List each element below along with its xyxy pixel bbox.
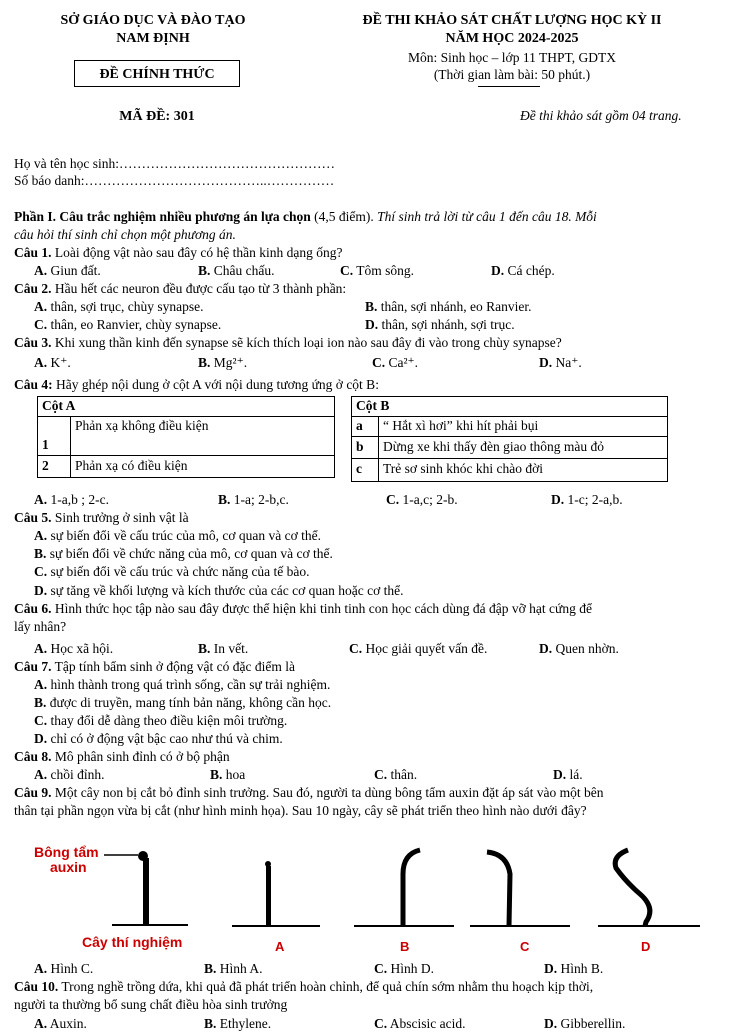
- option-text: Abscisic acid.: [387, 1016, 466, 1031]
- question-5: Câu 5. Sinh trưởng ở sinh vật là: [14, 510, 189, 525]
- option-letter: B.: [198, 355, 211, 370]
- option-1c[interactable]: [340, 263, 414, 280]
- option-letter: C.: [34, 713, 48, 728]
- option-letter: A.: [34, 1016, 48, 1031]
- option-6d[interactable]: [539, 641, 619, 658]
- experiment-plant-label: Cây thí nghiệm: [82, 934, 183, 950]
- option-text: thân, sợi nhánh, sợi trục.: [378, 317, 515, 332]
- option-text: thân, eo Ranvier, chùy synapse.: [47, 317, 222, 332]
- option-text: Hình D.: [387, 961, 434, 976]
- question-10: Câu 10. Trong nghề trồng dứa, khi quả đã phát triển hoàn chỉnh, để quả chín sớm nhằm thu hoạch kịp thời,: [14, 979, 594, 994]
- option-letter: D.: [491, 263, 505, 278]
- label-a: A: [275, 939, 285, 954]
- auxin-experiment-figure: [0, 830, 738, 960]
- option-letter: D.: [539, 641, 553, 656]
- option-1d[interactable]: [491, 263, 555, 280]
- option-letter: A.: [34, 961, 48, 976]
- option-4d[interactable]: [551, 492, 623, 509]
- plant-c: [470, 852, 570, 926]
- option-3c[interactable]: [372, 355, 418, 372]
- question-3: Câu 3. Khi xung thần kinh đến synapse sẽ kích thích loại ion nào sau đây đi vào trong chùy synapse?: [14, 335, 562, 350]
- option-5d[interactable]: [34, 583, 404, 600]
- option-7c[interactable]: [34, 713, 287, 730]
- plant-d: [598, 850, 700, 926]
- part1-instruction-2: câu hỏi thí sinh chỉ chọn một phương án.: [14, 227, 236, 242]
- dept-name: SỞ GIÁO DỤC VÀ ĐÀO TẠO: [60, 13, 246, 28]
- option-letter: A.: [34, 528, 48, 543]
- option-letter: B.: [218, 492, 231, 507]
- option-text: Học xã hội.: [47, 641, 114, 656]
- option-text: được di truyền, mang tính bản năng, không cần học.: [46, 695, 332, 710]
- question-1: [14, 245, 342, 262]
- option-4c[interactable]: [386, 492, 458, 509]
- option-text: In vết.: [210, 641, 249, 656]
- experiment-stem: [143, 858, 149, 924]
- option-letter: B.: [198, 263, 211, 278]
- option-9b[interactable]: [204, 961, 263, 978]
- option-letter: B.: [210, 767, 223, 782]
- exam-title: ĐỀ THI KHẢO SÁT CHẤT LƯỢNG HỌC KỲ II: [362, 13, 662, 28]
- option-letter: D.: [365, 317, 379, 332]
- table-cell: 2: [38, 455, 71, 477]
- option-text: sự biến đổi về chức năng của mô, cơ quan và cơ thể.: [46, 546, 333, 561]
- option-2a[interactable]: [34, 299, 203, 316]
- option-text: Hình B.: [557, 961, 604, 976]
- option-10a[interactable]: [34, 1016, 87, 1033]
- option-9c[interactable]: [374, 961, 434, 978]
- option-10c[interactable]: [374, 1016, 465, 1033]
- option-text: Hình C.: [47, 961, 94, 976]
- option-letter: C.: [386, 492, 400, 507]
- option-text: thay đổi dễ dàng theo điều kiện môi trường.: [47, 713, 288, 728]
- option-4a[interactable]: [34, 492, 109, 509]
- option-8c[interactable]: [374, 767, 417, 784]
- option-text: Châu chấu.: [210, 263, 275, 278]
- part1-points: (4,5 điểm).: [310, 209, 374, 224]
- option-letter: D.: [34, 583, 48, 598]
- page-count-note: Đề thi khảo sát gồm 04 trang.: [520, 108, 682, 123]
- option-letter: C.: [374, 961, 388, 976]
- table-cell: Phản xạ có điều kiện: [71, 455, 335, 477]
- exam-code: MÃ ĐỀ: 301: [119, 109, 195, 124]
- option-text: Na⁺.: [552, 355, 582, 370]
- official-label: ĐỀ CHÍNH THỨC: [99, 67, 215, 82]
- part1-title: Phần I. Câu trắc nghiệm nhiều phương án lựa chọn: [14, 209, 311, 224]
- option-text: thân.: [387, 767, 418, 782]
- option-7a[interactable]: [34, 677, 330, 694]
- question-9-line-2: thân tại phần ngọn vừa bị cắt (như hình minh họa). Sau 10 ngày, cây sẽ phát triển theo hình nào dưới đây?: [14, 803, 587, 818]
- question-2: Câu 2. Hầu hết các neuron đều được cấu tạo từ 3 thành phần:: [14, 281, 347, 296]
- subject-line: Môn: Sinh học – lớp 11 THPT, GDTX: [408, 50, 616, 65]
- option-letter: A.: [34, 677, 48, 692]
- option-6c[interactable]: [349, 641, 487, 658]
- option-text: 1-a,b ; 2-c.: [47, 492, 109, 507]
- part1-heading: [14, 209, 597, 226]
- time-underline: [478, 86, 540, 87]
- option-8a[interactable]: [34, 767, 105, 784]
- option-9a[interactable]: [34, 961, 93, 978]
- option-text: Học giải quyết vấn đề.: [362, 641, 488, 656]
- option-letter: C.: [340, 263, 354, 278]
- option-8b[interactable]: [210, 767, 245, 784]
- option-3b[interactable]: [198, 355, 247, 372]
- option-letter: D.: [551, 492, 565, 507]
- option-5a[interactable]: [34, 528, 321, 545]
- option-text: Tôm sông.: [353, 263, 415, 278]
- option-5c[interactable]: [34, 564, 310, 581]
- option-text: thân, sợi nhánh, eo Ranvier.: [377, 299, 532, 314]
- option-text: Hình A.: [216, 961, 263, 976]
- option-3a[interactable]: [34, 355, 71, 372]
- option-letter: C.: [374, 767, 388, 782]
- option-text: Gibberellin.: [557, 1016, 626, 1031]
- option-text: chỉ có ở động vật bậc cao như thú và chim.: [47, 731, 283, 746]
- option-letter: C.: [374, 1016, 388, 1031]
- option-text: sự biến đổi về cấu trúc và chức năng của tế bào.: [47, 564, 310, 579]
- option-7d[interactable]: [34, 731, 283, 748]
- option-7b[interactable]: [34, 695, 331, 712]
- option-text: 1-a; 2-b,c.: [230, 492, 289, 507]
- student-name-field[interactable]: Họ và tên học sinh:…………………………………………: [14, 156, 335, 171]
- option-text: Giun đất.: [47, 263, 101, 278]
- option-2b[interactable]: [365, 299, 532, 316]
- question-8: Câu 8. Mô phân sinh đỉnh có ở bộ phận: [14, 749, 230, 764]
- option-text: Cá chép.: [504, 263, 555, 278]
- option-10d[interactable]: [544, 1016, 625, 1033]
- option-text: Quen nhờn.: [552, 641, 619, 656]
- option-letter: A.: [34, 641, 48, 656]
- option-letter: A.: [34, 299, 48, 314]
- question-10-line-2: người ta thường bổ sung chất điều hòa sinh trưởng: [14, 997, 288, 1012]
- plant-b: [354, 850, 454, 926]
- option-letter: B.: [365, 299, 378, 314]
- option-letter: D.: [34, 731, 48, 746]
- option-text: 1-a,c; 2-b.: [399, 492, 458, 507]
- question-number: Câu 1.: [14, 245, 52, 260]
- table-cell: Phản xạ không điều kiện: [71, 416, 335, 455]
- option-text: hình thành trong quá trình sống, cần sự trải nghiệm.: [47, 677, 331, 692]
- option-10b[interactable]: [204, 1016, 271, 1033]
- option-3d[interactable]: [539, 355, 582, 372]
- table-cell: a: [352, 416, 379, 436]
- option-letter: C.: [34, 564, 48, 579]
- option-9d[interactable]: [544, 961, 603, 978]
- student-id-field[interactable]: Số báo danh:…………………………………..……………: [14, 173, 335, 188]
- option-letter: A.: [34, 767, 48, 782]
- school-year: NĂM HỌC 2024-2025: [445, 31, 579, 46]
- option-letter: C.: [34, 317, 48, 332]
- option-letter: B.: [198, 641, 211, 656]
- table-cell: b: [352, 436, 379, 458]
- label-b: B: [400, 939, 410, 954]
- label-d: D: [641, 939, 651, 954]
- option-text: Mg²⁺.: [210, 355, 248, 370]
- cotton-label-2: auxin: [50, 859, 87, 875]
- option-text: thân, sợi trục, chùy synapse.: [47, 299, 204, 314]
- option-text: 1-c; 2-a,b.: [564, 492, 623, 507]
- time-line: (Thời gian làm bài: 50 phút.): [433, 67, 591, 82]
- option-letter: D.: [553, 767, 567, 782]
- option-letter: A.: [34, 492, 48, 507]
- option-text: hoa: [222, 767, 246, 782]
- option-text: Auxin.: [47, 1016, 87, 1031]
- option-letter: A.: [34, 263, 48, 278]
- column-a-header: Cột A: [38, 397, 335, 417]
- table-cell: “ Hắt xì hơi” khi hít phải bụi: [379, 416, 668, 436]
- column-b-header: Cột B: [352, 397, 668, 417]
- option-2d[interactable]: [365, 317, 515, 334]
- question-9: Câu 9. Một cây non bị cắt bỏ đỉnh sinh trưởng. Sau đó, người ta dùng bông tẩm auxin đặt áp sát vào một bên: [14, 785, 604, 800]
- option-8d[interactable]: [553, 767, 583, 784]
- option-1b[interactable]: [198, 263, 275, 280]
- option-letter: D.: [539, 355, 553, 370]
- option-6b[interactable]: [198, 641, 248, 658]
- option-2c[interactable]: [34, 317, 221, 334]
- plant-a: [232, 861, 320, 926]
- option-letter: B.: [34, 695, 47, 710]
- cotton-label: Bông tẩm: [34, 844, 99, 860]
- option-letter: D.: [544, 1016, 558, 1031]
- option-letter: C.: [372, 355, 386, 370]
- option-text: K⁺.: [47, 355, 71, 370]
- option-5b[interactable]: [34, 546, 333, 563]
- table-cell: Trẻ sơ sinh khóc khi chào đời: [379, 458, 668, 481]
- question-6: Câu 6. Hình thức học tập nào sau đây được thể hiện khi tinh tinh con học cách dùng đá đập vỡ hạt cứng để: [14, 601, 592, 616]
- table-cell: c: [352, 458, 379, 481]
- label-c: C: [520, 939, 530, 954]
- table-column-b: [351, 396, 668, 482]
- option-letter: B.: [204, 1016, 217, 1031]
- option-4b[interactable]: [218, 492, 289, 509]
- option-text: Ethylene.: [216, 1016, 272, 1031]
- option-letter: A.: [34, 355, 48, 370]
- option-text: chồi đỉnh.: [47, 767, 105, 782]
- question-7: Câu 7. Tập tính bẩm sinh ở động vật có đặc điểm là: [14, 659, 295, 674]
- question-text: Loài động vật nào sau đây có hệ thần kinh dạng ống?: [51, 245, 343, 260]
- question-4: Câu 4: Hãy ghép nội dung ở cột A với nội dung tương ứng ở cột B:: [14, 377, 379, 392]
- province-name: NAM ĐỊNH: [116, 31, 190, 46]
- option-text: sự biến đổi về cấu trúc của mô, cơ quan và cơ thể.: [47, 528, 322, 543]
- option-1a[interactable]: [34, 263, 101, 280]
- option-letter: B.: [34, 546, 47, 561]
- part1-instruction: Thí sinh trả lời từ câu 1 đến câu 18. Mỗi: [373, 209, 597, 224]
- option-6a[interactable]: [34, 641, 113, 658]
- option-letter: C.: [349, 641, 363, 656]
- table-column-a: [37, 396, 335, 478]
- question-6-line-2: lấy nhân?: [14, 619, 67, 634]
- option-text: Ca²⁺.: [385, 355, 419, 370]
- option-text: sự tăng về khối lượng và kích thước của các cơ quan hoặc cơ thể.: [47, 583, 404, 598]
- table-cell: 1: [38, 416, 71, 455]
- option-letter: D.: [544, 961, 558, 976]
- table-cell: Dừng xe khi thấy đèn giao thông màu đỏ: [379, 436, 668, 458]
- option-text: lá.: [566, 767, 583, 782]
- option-letter: B.: [204, 961, 217, 976]
